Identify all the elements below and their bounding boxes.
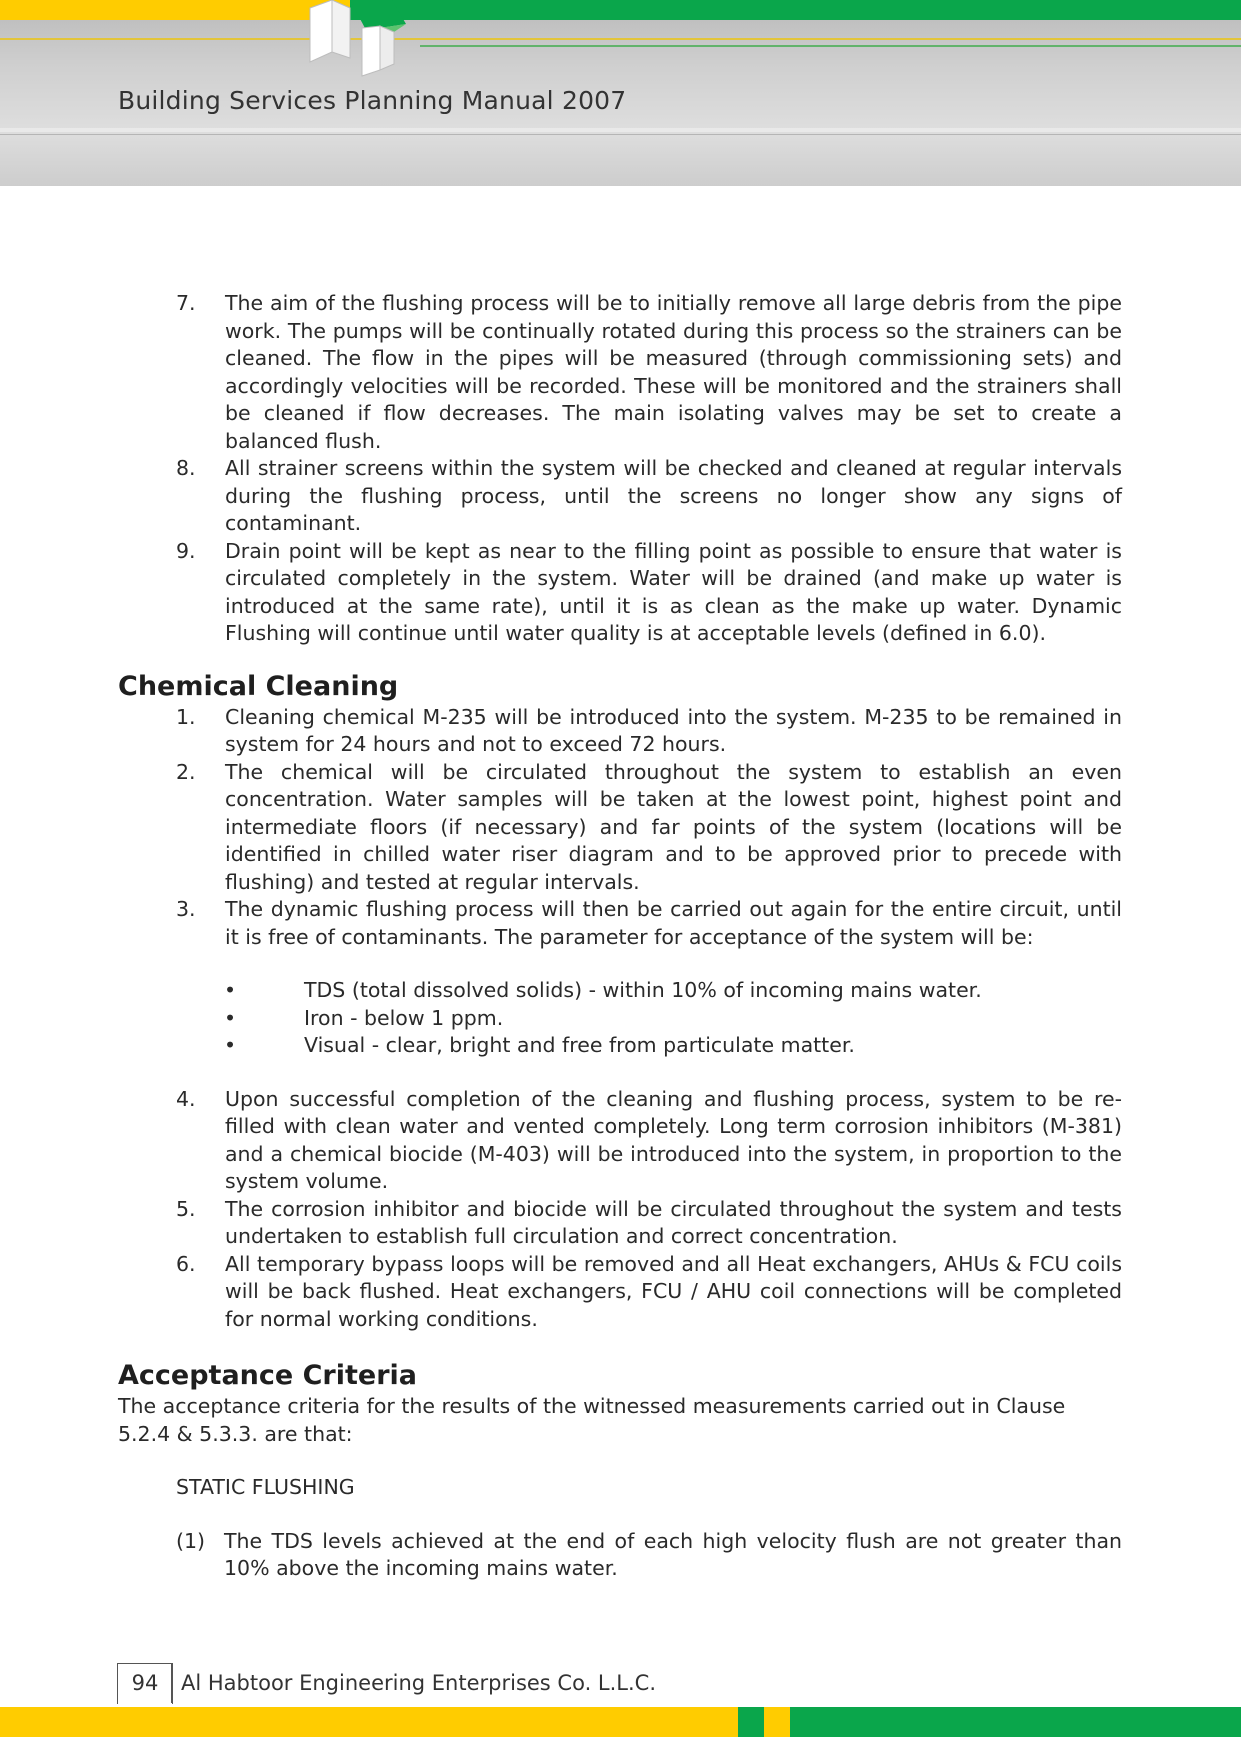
document-title: Building Services Planning Manual 2007 bbox=[118, 86, 627, 115]
list-item bbox=[118, 1251, 1122, 1334]
bullet-item bbox=[118, 1005, 1122, 1033]
static-flushing-subheading: STATIC FLUSHING bbox=[176, 1475, 355, 1499]
list-item-text: The dynamic flushing process will then be carried out again for the entire circuit, until it is free of contaminants. The parameter for acceptance of the system will be: bbox=[225, 897, 1122, 949]
list-item-number: 3. bbox=[176, 897, 196, 921]
list-item bbox=[118, 455, 1122, 538]
list-item-text: The chemical will be circulated throughout the system to establish an even concentration. Water samples will be taken at the lowest point, highest point and intermediate floors (if necessary) and far points of the system (locations will be identified in chilled water riser diagram and to be approved prior to precede with flushing) and tested at regular intervals. bbox=[225, 759, 1122, 894]
footer-divider bbox=[171, 1663, 173, 1703]
flushing-steps-list bbox=[118, 290, 1122, 648]
list-item-text: All strainer screens within the system will be checked and cleaned at regular intervals during the flushing process, until the screens no longer show any signs of contaminant. bbox=[225, 456, 1122, 535]
list-item bbox=[118, 290, 1122, 455]
list-item-text: Cleaning chemical M-235 will be introduced into the system. M-235 to be remained in system for 24 hours and not to exceed 72 hours. bbox=[225, 704, 1122, 756]
list-item bbox=[118, 759, 1122, 897]
acceptance-parameter-bullets bbox=[118, 977, 1122, 1060]
bullet-text: Iron - below 1 ppm. bbox=[304, 1005, 504, 1030]
list-item-text: The aim of the flushing process will be to initially remove all large debris from the pipe work. The pumps will be continually rotated during this process so the strainers can be cleaned. The flow in the pipes will be measured (through commissioning sets) and accordingly velocities will be recorded. These will be monitored and the strainers shall be cleaned if flow decreases. The main isolating valves may be set to create a balanced flush. bbox=[225, 291, 1122, 453]
header-yellow-line bbox=[0, 38, 1241, 40]
page-header bbox=[0, 0, 1241, 186]
bullet-icon: • bbox=[224, 1033, 237, 1057]
bullet-text: TDS (total dissolved solids) - within 10% of incoming mains water. bbox=[304, 978, 982, 1002]
list-item bbox=[118, 1086, 1122, 1196]
list-item-text: All temporary bypass loops will be removed and all Heat exchangers, AHUs & FCU coils will be back flushed. Heat exchangers, FCU / AHU coil connections will be completed for normal working conditions. bbox=[225, 1251, 1122, 1331]
chemical-cleaning-list-continued bbox=[118, 1086, 1122, 1334]
list-item-number: 6. bbox=[176, 1251, 196, 1276]
footer-color-bar bbox=[0, 1707, 1241, 1737]
list-item bbox=[118, 538, 1122, 648]
list-item bbox=[118, 704, 1122, 759]
bullet-text: Visual - clear, bright and free from particulate matter. bbox=[304, 1033, 855, 1057]
list-item-text: Upon successful completion of the cleaning and flushing process, system to be re- filled with clean water and vented completely. Long term corrosion inhibitors (M-381) and a chemical biocide (M-403) will be introduced into the system, in proportion to the system volume. bbox=[225, 1086, 1122, 1193]
list-item-number: 1. bbox=[176, 704, 196, 729]
header-green-bar bbox=[350, 0, 1241, 20]
list-item bbox=[118, 896, 1122, 951]
company-name: Al Habtoor Engineering Enterprises Co. L.L.C. bbox=[181, 1671, 657, 1695]
page-content bbox=[118, 290, 1122, 1583]
bullet-icon: • bbox=[224, 978, 237, 1002]
section-heading-acceptance-criteria: Acceptance Criteria bbox=[118, 1360, 418, 1391]
header-light-stripe bbox=[0, 128, 1241, 132]
chemical-cleaning-list bbox=[118, 704, 1122, 952]
header-dark-stripe bbox=[0, 134, 1241, 135]
criteria-number: (1) bbox=[176, 1528, 206, 1553]
list-item-number: 2. bbox=[176, 759, 196, 784]
list-item-number: 9. bbox=[176, 538, 196, 563]
acceptance-intro: The acceptance criteria for the results of the witnessed measurements carried out in Clause 5.2.4 & 5.3.3. are that: bbox=[118, 1394, 1066, 1446]
list-item bbox=[118, 1196, 1122, 1251]
list-item-number: 7. bbox=[176, 291, 196, 315]
section-heading-chemical-cleaning: Chemical Cleaning bbox=[118, 670, 399, 702]
page-number: 94 bbox=[131, 1671, 159, 1695]
list-item-number: 8. bbox=[176, 456, 196, 480]
list-item-number: 5. bbox=[176, 1196, 196, 1221]
bullet-icon: • bbox=[224, 1005, 237, 1030]
brand-emblem-icon bbox=[296, 0, 436, 80]
list-item-text: The corrosion inhibitor and biocide will be circulated throughout the system and tests undertaken to establish full circulation and correct concentration. bbox=[225, 1196, 1122, 1248]
bullet-item bbox=[118, 1032, 1122, 1060]
list-item-number: 4. bbox=[176, 1086, 196, 1111]
criteria-item bbox=[118, 1528, 1122, 1583]
bullet-item bbox=[118, 977, 1122, 1005]
list-item-text: Drain point will be kept as near to the filling point as possible to ensure that water is circulated completely in the system. Water will be drained (and make up water is introduced at the same rate), until it is as clean as the make up water. Dynamic Flushing will continue until water quality is at acceptable levels (defined in 6.0). bbox=[225, 538, 1122, 645]
header-green-line bbox=[420, 45, 1241, 47]
criteria-text: The TDS levels achieved at the end of each high velocity flush are not greater than 10% above the incoming mains water. bbox=[224, 1528, 1122, 1580]
